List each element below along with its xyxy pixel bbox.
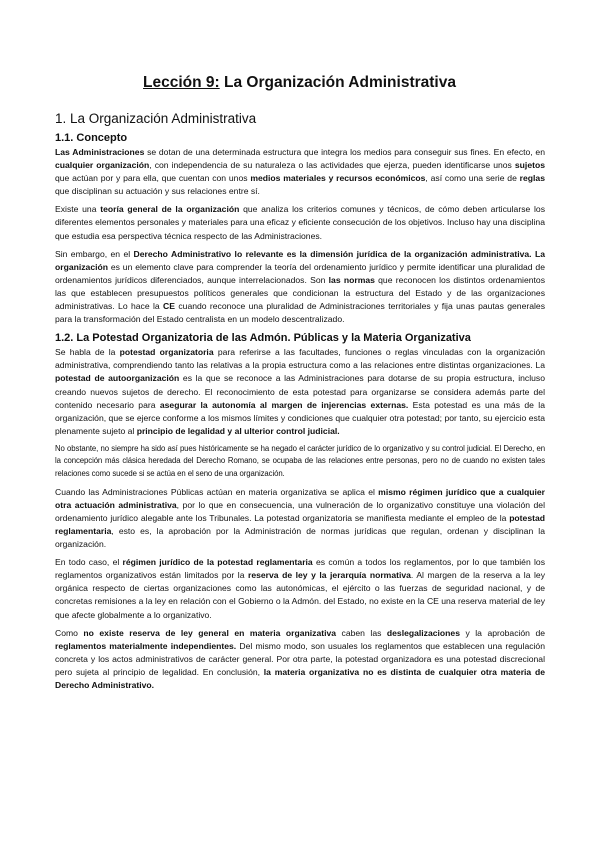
text-run: que analiza los criterios comunes y técnicos, de cómo deben articularse los diferentes elementos personales y materiales para una eficaz y eficiente consecución de los objetivos. Incluso hay una disciplina que estudia esa perspectiva técnica respecto de las Administraciones. <box>55 204 545 241</box>
bold-text: régimen jurídico de la potestad reglamentaria <box>122 557 313 568</box>
text-run: Se habla de la <box>55 347 120 358</box>
paragraph-7 <box>55 556 545 621</box>
lesson-number: Lección 9: <box>143 74 220 91</box>
text-run: Esta potestad es una más de la organización, que se ejerce conforme a los mismos límites y condiciones que cualquier otra potestad; por tanto, su ejercicio esta plenamente sujeto al <box>55 399 545 436</box>
page-title <box>0 74 599 92</box>
bold-text: asegurar la autonomía al margen de injerencias externas. <box>159 399 409 410</box>
text-run: que actúan por y para ella, que cuentan con unos <box>55 173 251 184</box>
bold-text: Derecho Administrativo lo relevante es la dimensión jurídica de la organización administrativa. <box>133 248 532 259</box>
text-run: Cuando las Administraciones Públicas actúan en materia organizativa se aplica el <box>55 486 379 497</box>
section-heading-1: 1. La Organización Administrativa <box>55 111 257 126</box>
text-run: para referirse a las facultades, funciones o reglas vinculadas con la organización administrativa, comprendiendo tanto las relativas a la propia estructura como a las relaciones entre distintas organizaciones. La <box>55 347 545 371</box>
paragraph-2 <box>55 203 545 242</box>
paragraph-8 <box>55 627 545 692</box>
bold-text: la materia organizativa no es distinta de cualquier otra materia de Derecho Administrativo. <box>55 666 545 690</box>
bold-text: no existe reserva de ley general en materia organizativa <box>83 627 337 638</box>
text-run: En todo caso, el <box>55 557 123 568</box>
subsection-heading-1-1: 1.1. Concepto <box>55 132 128 144</box>
bold-text: reglas <box>519 173 545 184</box>
text-run: se dotan de una determinada estructura que integra los medios para conseguir sus fines. En efecto, en <box>144 147 545 157</box>
paragraph-4 <box>55 346 545 438</box>
bold-text: las normas <box>328 274 375 285</box>
text-run: Del mismo modo, son usuales los reglamentos que establecen una regulación concreta y los actos administrativos de carácter general. Por otra parte, la potestad organizadora es una potestad discrecional pero sujeta al principio de legalidad. En conclusión, <box>55 640 545 677</box>
paragraph-6 <box>55 486 545 551</box>
bold-text: reserva de ley y la jerarquía normativa <box>248 570 411 581</box>
paragraph-1 <box>55 146 545 198</box>
text-run: y la aprobación de <box>460 627 546 638</box>
bold-text: potestad organizatoria <box>119 347 214 358</box>
text-run: , así como una serie de <box>425 173 520 184</box>
bold-text: medios materiales y recursos económicos <box>250 173 426 184</box>
bold-text: mismo régimen jurídico que a cualquier otra actuación administrativa <box>55 486 545 510</box>
text-run: es común a todos los reglamentos, por lo que también los reglamentos organizativos están limitados por la <box>55 557 545 581</box>
text-run: , con independencia de su naturaleza o las actividades que ejerza, pueden identificarse unos <box>149 160 515 171</box>
text-run: cuando reconoce una pluralidad de Administraciones territoriales y fija unas pautas generales para la transformación del Estado centralista en un modelo descentralizado. <box>55 301 545 325</box>
bold-text: La organización <box>55 248 545 272</box>
bold-text: cualquier organización <box>55 160 150 171</box>
bold-text: sujetos <box>514 160 545 171</box>
document-body <box>55 110 545 697</box>
bold-text: potestad reglamentaria <box>55 512 545 536</box>
text-run: No obstante, no siempre ha sido así pues históricamente se ha negado el carácter jurídico de lo organizativo y su control judicial. El Derecho, en la concepción más clásica heredada del Derecho Romano, se ocupaba de las relaciones entre personas, pero no de cuando no existen tales relaciones como sucede si se actúa en el seno de una organización. <box>55 443 545 479</box>
bold-text: principio de legalidad y al ulterior control judicial. <box>136 425 340 436</box>
paragraph-3 <box>55 248 545 327</box>
paragraph-5 <box>55 443 545 481</box>
bold-text: reglamentos materialmente independientes. <box>55 640 237 651</box>
bold-text: deslegalizaciones <box>386 627 460 638</box>
text-run: que disciplinan su actuación y sus relaciones entre sí. <box>55 186 260 197</box>
bold-text: CE <box>163 301 175 312</box>
lesson-title: La Organización Administrativa <box>219 74 456 91</box>
text-run: Como <box>55 627 84 638</box>
text-run: es un elemento clave para comprender la teoría del ordenamiento jurídico y permite identificar una pluralidad de ordenamientos jurídicos diferenciados, aunque interrelacionados. Son <box>55 261 545 285</box>
bold-text: Las Administraciones <box>55 147 145 157</box>
text-run: Sin embargo, en el <box>55 248 134 259</box>
bold-text: potestad de autoorganización <box>55 373 180 384</box>
bold-text: teoría general de la organización <box>100 204 240 215</box>
text-run: que reconocen los distintos ordenamientos las que establecen presupuestos políticos generales que condicionan la estructura del Estado y de las organizaciones administrativas. Lo hace la <box>55 274 545 312</box>
text-run: caben las <box>336 627 387 638</box>
text-run: , por lo que en consecuencia, una vulneración de lo organizativo constituye una violación del ordenamiento jurídico alegable ante los Tribunales. La potestad organizatoria se manifiesta mediante el empleo de la <box>55 499 545 523</box>
text-run: Existe una <box>55 204 101 215</box>
text-run: . Al margen de la reserva a la ley orgánica respecto de ciertas organizaciones como las autonómicas, el ejército o las fuerzas de seguridad nacional, y de concretas remisiones a la ley en relación con el Gobierno o la Admón. del Estado, no existe en la CE una reserva material de ley que afecte globalmente a lo organizativo. <box>55 570 545 620</box>
text-run: es la que se reconoce a las Administraciones para dotarse de su propia estructura, incluso creando nuevos sujetos de derecho. El reconocimiento de esta potestad para organizarse se considera además parte del contenido necesario para <box>55 373 545 410</box>
subsection-heading-1-2: 1.2. La Potestad Organizatoria de las Admón. Públicas y la Materia Organizativa <box>55 332 471 345</box>
text-run: , esto es, la aprobación por la Administración de normas jurídicas que regulan, ordenan y disciplinan la organización. <box>55 525 545 550</box>
